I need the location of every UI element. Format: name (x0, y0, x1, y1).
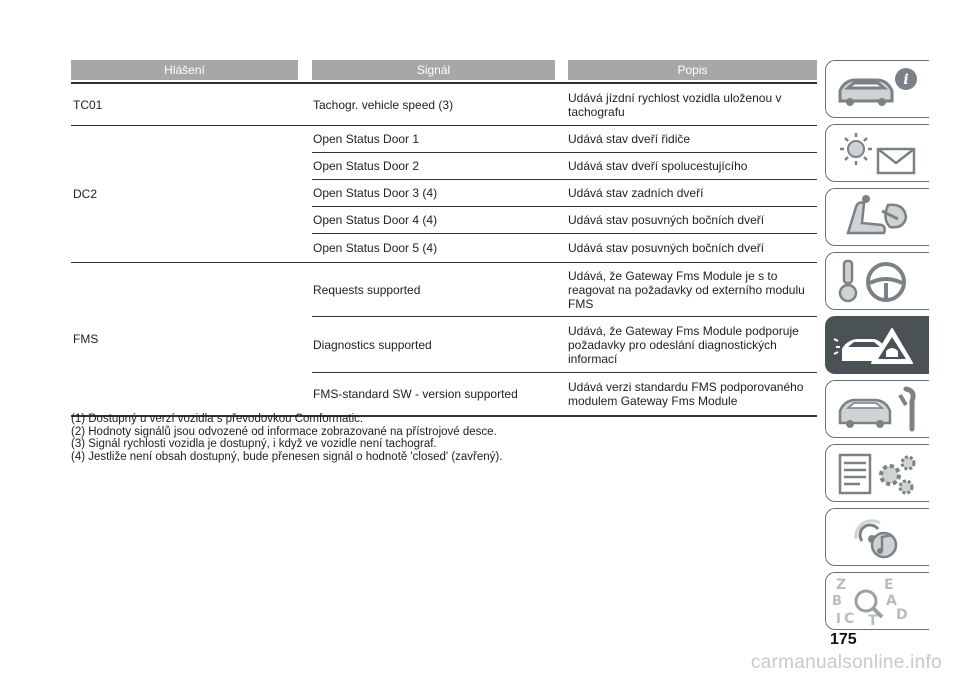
header-signal: Signál (312, 60, 555, 80)
tab-technical-data[interactable] (825, 444, 929, 502)
message-cell: FMS (73, 332, 99, 346)
table-row (312, 373, 817, 415)
index-letter: D (896, 607, 908, 623)
index-letter: A (886, 593, 897, 609)
tab-key-steering[interactable] (825, 252, 929, 310)
index-letter: C (844, 611, 855, 627)
index-letter: E (884, 577, 894, 593)
watermark: carmanualsonline.info (750, 652, 942, 673)
footnote: (4) Jestliže není obsah dostupný, bude přenesen signál o hodnotě 'closed' (zavřený). (71, 450, 503, 463)
message-cell: DC2 (73, 187, 98, 201)
signal-cell: Open Status Door 5 (4) (313, 241, 438, 255)
car-hazard-warning-icon (826, 317, 930, 375)
description-cell: Udává verzi standardu FMS podporovaného modulem Gateway Fms Module (568, 380, 804, 408)
seat-airbag-icon (826, 189, 930, 247)
signal-cell: Open Status Door 3 (4) (313, 186, 438, 200)
header-message: Hlášení (71, 60, 298, 80)
tab-multimedia[interactable] (825, 508, 929, 566)
signal-cell: Open Status Door 2 (313, 159, 420, 173)
tab-seat-airbag[interactable] (825, 188, 929, 246)
key-steering-wheel-icon (826, 253, 930, 311)
car-maintenance-icon (826, 381, 930, 439)
table-row (312, 234, 817, 262)
svg-text:i: i (903, 72, 909, 88)
footnotes (71, 413, 502, 463)
description-cell: Udává, že Gateway Fms Module je s to reagovat na požadavky od externího modulu FMS (568, 268, 805, 311)
tab-warning-lights[interactable] (825, 124, 929, 182)
tab-car-hazard[interactable] (825, 316, 929, 374)
alphabetical-index-icon (826, 573, 930, 631)
table-row (312, 180, 817, 207)
index-letter: T (868, 613, 878, 629)
table-header (71, 60, 817, 80)
table-row (312, 207, 817, 234)
warning-lights-icon (826, 125, 930, 183)
footnote: (1) Dostupný u verzí vozidla s převodovkou Comformatic. (71, 413, 364, 425)
table-row (312, 263, 817, 317)
car-info-icon (826, 61, 930, 119)
message-cell: TC01 (73, 97, 103, 112)
table-group-fms (71, 263, 817, 417)
description-cell: Udává stav posuvných bočních dveří (568, 213, 765, 227)
header-description: Popis (568, 60, 817, 80)
table-row (312, 317, 817, 373)
multimedia-icon (826, 509, 930, 567)
table-row (312, 153, 817, 180)
signal-cell: FMS-standard SW - version supported (313, 387, 518, 401)
footnote: (3) Signál rychlosti vozidla je dostupný, i když ve vozidle není tachograf. (71, 438, 437, 450)
footnote: (2) Hodnoty signálů jsou odvozené od informace zobrazované na přístrojové desce. (71, 425, 497, 438)
signal-cell: Open Status Door 4 (4) (313, 213, 438, 227)
index-letter: Z (836, 577, 847, 593)
description-cell: Udává stav zadních dveří (568, 186, 704, 200)
description-cell: Udává, že Gateway Fms Module podporuje požadavky pro odeslání diagnostických informací (568, 323, 799, 366)
table-group-dc2 (71, 126, 817, 263)
tab-alphabetical-index[interactable] (825, 572, 929, 630)
tab-maintenance[interactable] (825, 380, 929, 438)
description-cell: Udává stav posuvných bočních dveří (568, 241, 765, 255)
technical-data-icon (826, 445, 930, 503)
description-cell: Udává jízdní rychlost vozidla uloženou v tachografu (568, 90, 782, 119)
signal-cell: Tachogr. vehicle speed (3) (313, 97, 454, 112)
signal-cell: Open Status Door 1 (313, 132, 420, 146)
table-row (312, 84, 817, 125)
index-letter: B (832, 594, 842, 609)
signal-cell: Diagnostics supported (313, 337, 432, 352)
fms-signals-table (71, 60, 817, 417)
description-cell: Udává stav dveří řidiče (568, 132, 691, 146)
description-cell: Udává stav dveří spolucestujícího (568, 159, 748, 173)
signal-cell: Requests supported (313, 282, 421, 297)
index-letter: I (836, 612, 841, 627)
table-group-tc01 (71, 84, 817, 126)
tab-car-info[interactable] (825, 60, 929, 118)
page-number: 175 (830, 631, 857, 648)
table-row (312, 126, 817, 153)
